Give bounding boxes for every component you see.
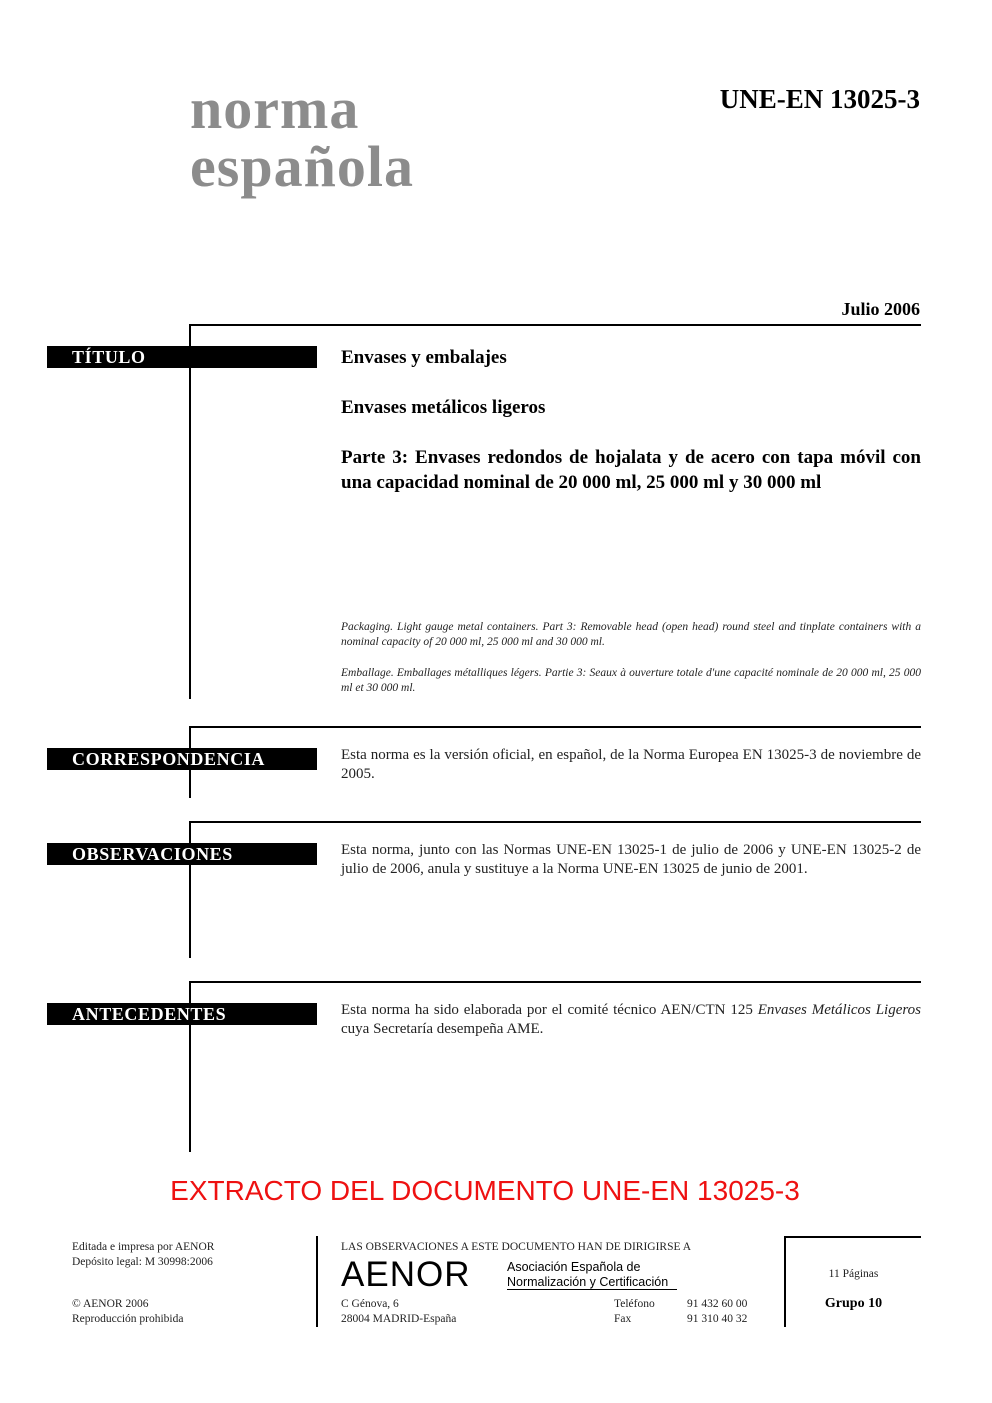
antecedentes-text-end: cuya Secretaría desempeña AME.	[341, 1021, 544, 1037]
footer-copyright: © AENOR 2006	[72, 1298, 149, 1310]
footer-fax: 91 310 40 32	[687, 1313, 748, 1325]
observaciones-top-rule	[189, 821, 921, 823]
titulo-top-rule	[189, 324, 921, 326]
title-line-1: Envases y embalajes	[341, 347, 507, 368]
antecedentes-text-start: Esta norma ha sido elaborada por el comité técnico AEN/CTN 125	[341, 1002, 758, 1018]
aenor-underline	[507, 1289, 677, 1290]
antecedentes-label: ANTECEDENTES	[47, 1003, 317, 1025]
title-line-3: Parte 3: Envases redondos de hojalata y de acero con tapa móvil con una capacidad nominal de 20 000 ml, 25 000 ml y 30 000 ml	[341, 447, 921, 493]
extract-banner: EXTRACTO DEL DOCUMENTO UNE-EN 13025-3	[170, 1175, 800, 1206]
correspondencia-top-rule	[189, 726, 921, 728]
org-name-line-2: Normalización y Certificación	[507, 1275, 669, 1289]
footer-phone: 91 432 60 00	[687, 1298, 748, 1310]
aenor-org-name	[507, 1260, 668, 1290]
footer-pages: 11 Páginas	[828, 1268, 879, 1280]
footer-divider-left	[316, 1236, 318, 1327]
footer-deposit: Depósito legal: M 30998:2006	[72, 1256, 213, 1268]
footer-address-1: C Génova, 6	[341, 1298, 399, 1310]
document-code: UNE-EN 13025-3	[719, 84, 920, 114]
titulo-vertical-rule	[189, 324, 191, 699]
committee-name: Envases Metálicos Ligeros	[757, 1002, 921, 1018]
footer-box-top-rule	[784, 1236, 921, 1238]
observaciones-vertical-rule	[189, 821, 191, 958]
brand-line-1: norma	[190, 76, 360, 141]
footer-edited: Editada e impresa por AENOR	[72, 1241, 215, 1253]
correspondencia-text: Esta norma es la versión oficial, en español, de la Norma Europea EN 13025-3 de noviembre de 2005.	[341, 747, 921, 782]
footer-phone-label: Teléfono	[614, 1298, 655, 1310]
titulo-label: TÍTULO	[47, 346, 317, 368]
aenor-logo: AENOR	[341, 1255, 471, 1294]
footer-reproduction: Reproducción prohibida	[72, 1313, 184, 1325]
observaciones-text: Esta norma, junto con las Normas UNE-EN 13025-1 de julio de 2006 y UNE-EN 13025-2 de julio de 2006, anula y sustituye a la Norma UNE-EN 13025 de junio de 2001.	[341, 842, 921, 877]
footer-observations: LAS OBSERVACIONES A ESTE DOCUMENTO HAN DE DIRIGIRSE A	[341, 1241, 692, 1253]
footer-group: Grupo 10	[824, 1296, 883, 1311]
footer-fax-label: Fax	[614, 1313, 632, 1325]
observaciones-label: OBSERVACIONES	[47, 843, 317, 865]
brand-line-2: española	[190, 134, 414, 199]
english-title: Packaging. Light gauge metal containers. Part 3: Removable head (open head) round steel and tinplate containers with a nominal capacity of 20 000 ml, 25 000 ml and 30 000 ml.	[341, 621, 921, 648]
french-title: Emballage. Emballages métalliques légers. Partie 3: Seaux à ouverture totale d'une capacité nominale de 20 000 ml, 25 000 ml et 30 000 ml.	[341, 667, 921, 694]
norma-espanola-heading	[190, 76, 530, 199]
org-name-line-1: Asociación Española de	[507, 1260, 641, 1274]
correspondencia-label: CORRESPONDENCIA	[47, 748, 317, 770]
antecedentes-text	[341, 1001, 921, 1039]
antecedentes-top-rule	[189, 981, 921, 983]
document-date: Julio 2006	[841, 299, 920, 319]
title-line-2: Envases metálicos ligeros	[341, 397, 546, 418]
footer-address-2: 28004 MADRID-España	[341, 1313, 457, 1325]
